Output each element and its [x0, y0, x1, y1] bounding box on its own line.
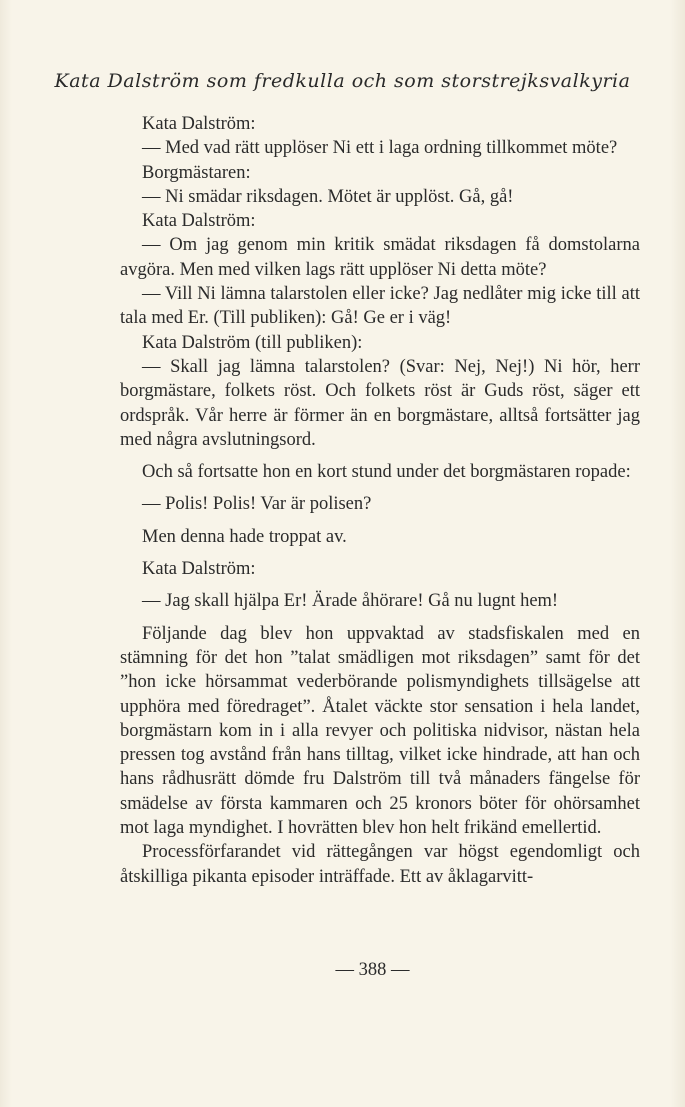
speaker-line: Kata Dalström:	[142, 559, 256, 580]
dialogue-paragraph: — Vill Ni lämna talarstolen eller icke? Jag nedlåter mig icke till att tala med Er. (Till publiken): Gå! Ge er i väg!	[120, 284, 640, 329]
dialogue-paragraph: — Polis! Polis! Var är polisen?	[142, 494, 372, 515]
narrative-paragraph: Följande dag blev hon uppvaktad av stadsfiskalen med en stämning för det hon ”talat smädligen mot riksdagen” samt för det ”hon icke hörsammat vederbörande polismyndighets tillsägelse att upphöra med föredraget”. Åtalet väckte stor sensation i hela landet, borgmästarn kom in i alla revyer och politiska nidvisor, nästan hela pressen tog avstånd från hans tilltag, vilket icke hindrade, att han och hans rådhusrätt dömde fru Dalström till två månaders fängelse för smädelse av första kammaren och 25 kronors böter för ohörsamhet mot laga myndighet. I hovrätten blev hon helt frikänd emellertid.	[120, 623, 640, 839]
dialogue-paragraph: — Ni smädar riksdagen. Mötet är upplöst. Gå, gå!	[142, 186, 514, 207]
dialogue-paragraph: — Om jag genom min kritik smädat riksdagen få domstolarna avgöra. Men med vilken lags rätt upplöser Ni detta möte?	[120, 235, 640, 280]
body-text	[120, 112, 640, 889]
running-head: Kata Dalström som fredkulla och som storstrejksvalkyria	[54, 70, 631, 92]
narrative-paragraph: Men denna hade troppat av.	[142, 526, 347, 547]
speaker-line: Kata Dalström (till publiken):	[142, 332, 363, 353]
dialogue-paragraph: — Jag skall hjälpa Er! Ärade åhörare! Gå nu lugnt hem!	[142, 591, 559, 612]
page-number: — 388 —	[335, 960, 410, 980]
speaker-line: Kata Dalström:	[142, 211, 256, 232]
narrative-paragraph: Och så fortsatte hon en kort stund under det borgmästaren ropade:	[142, 462, 631, 483]
dialogue-paragraph: — Skall jag lämna talarstolen? (Svar: Nej, Nej!) Ni hör, herr borgmästare, folkets röst. Och folkets röst är Guds röst, säger ett ordspråk. Vår herre är förmer än en borgmästare, alltså fortsätter jag med några avslutningsord.	[120, 356, 640, 450]
speaker-line: Kata Dalström:	[142, 114, 256, 134]
speaker-line: Borgmästaren:	[142, 162, 251, 183]
dialogue-paragraph: — Med vad rätt upplöser Ni ett i laga ordning tillkommet möte?	[142, 138, 618, 159]
narrative-paragraph: Processförfarandet vid rättegången var högst egendomligt och åtskilliga pikanta episoder inträffade. Ett av åklagarvitt-	[120, 842, 640, 887]
